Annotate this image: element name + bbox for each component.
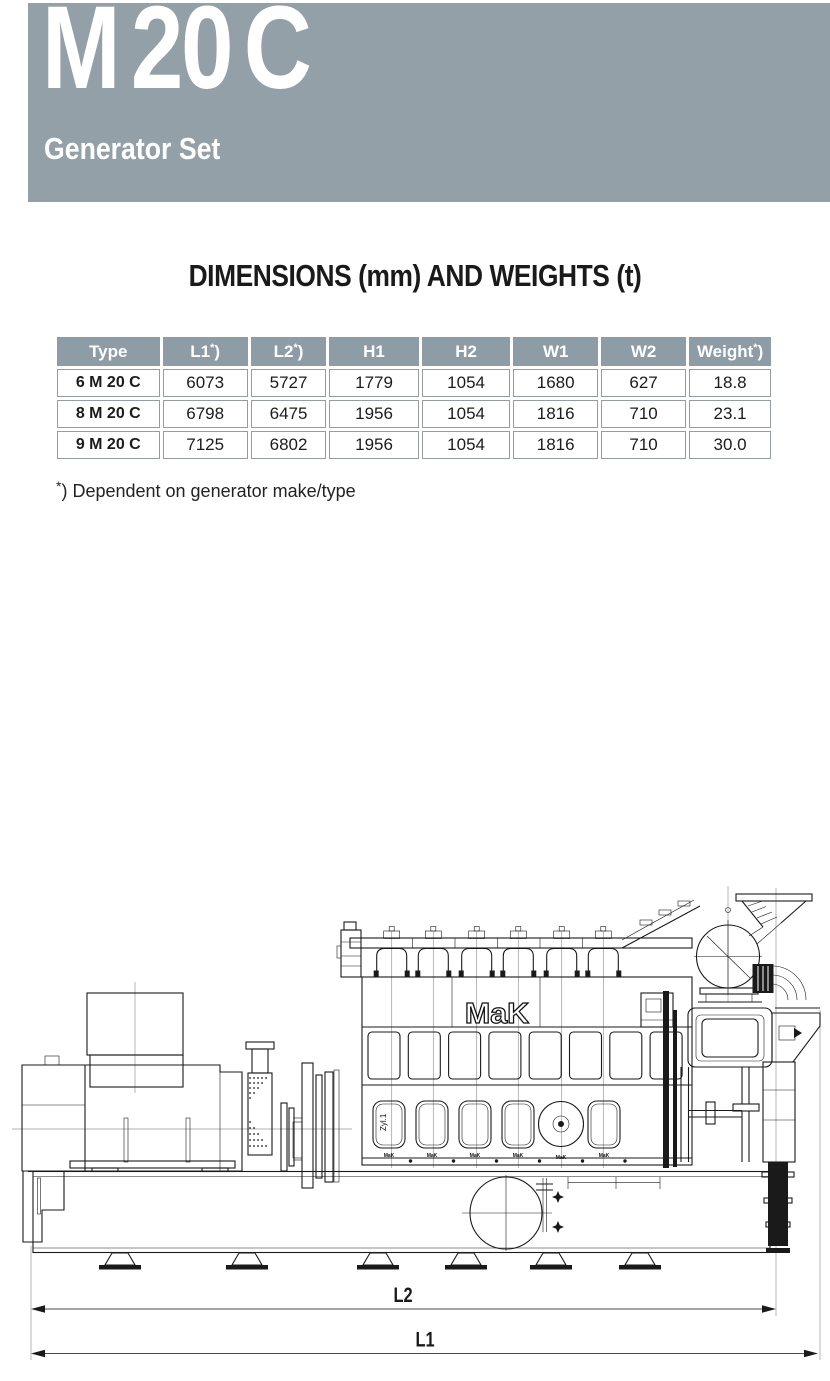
door-label: MaK xyxy=(383,1153,395,1159)
value-cell: 1816 xyxy=(513,431,598,459)
door-label: MaK xyxy=(512,1153,524,1159)
crankcase-panels xyxy=(368,1032,682,1079)
dim-l2-label: L2 xyxy=(393,1283,413,1307)
camshaft-tower xyxy=(341,930,361,977)
model-subtitle: Generator Set xyxy=(44,131,221,166)
tc-pedestal xyxy=(762,1062,795,1253)
column-header-h2: H2 xyxy=(422,337,511,366)
value-cell: 1779 xyxy=(329,369,418,397)
ventilation-grille xyxy=(246,1042,274,1155)
engine-type-cell: 6 M 20 C xyxy=(57,369,160,397)
value-cell: 6802 xyxy=(251,431,327,459)
mak-logo: MaK xyxy=(464,997,530,1030)
crankcase-doors xyxy=(373,1101,627,1163)
table-row xyxy=(57,400,771,428)
value-cell: 710 xyxy=(601,431,686,459)
value-cell: 7125 xyxy=(163,431,248,459)
table-footnote xyxy=(56,478,356,502)
column-header-type: Type xyxy=(57,337,160,366)
dimension-l1 xyxy=(31,1328,818,1358)
dimension-l2 xyxy=(31,1283,776,1313)
cylinder-1-label: Zyl.1 xyxy=(379,1113,388,1131)
value-cell: 30.0 xyxy=(689,431,771,459)
door-label: MaK xyxy=(555,1155,567,1161)
generator-bracket xyxy=(23,1171,64,1242)
generator-set-drawing xyxy=(0,860,830,1381)
value-cell: 23.1 xyxy=(689,400,771,428)
footnote-asterisk: * xyxy=(56,478,62,494)
column-header-w2: W2 xyxy=(601,337,686,366)
value-cell: 1956 xyxy=(329,431,418,459)
section-title: DIMENSIONS (mm) AND WEIGHTS (t) xyxy=(188,258,642,293)
value-cell: 1054 xyxy=(422,369,511,397)
base-frame xyxy=(28,1172,772,1253)
intake-funnel xyxy=(736,894,812,901)
generator xyxy=(22,993,242,1242)
engine-type-cell: 8 M 20 C xyxy=(57,400,160,428)
cylinder-covers xyxy=(374,927,622,978)
charge-air-piping xyxy=(681,1067,759,1162)
engine-type-cell: 9 M 20 C xyxy=(57,431,160,459)
dim-l1-label: L1 xyxy=(415,1327,435,1351)
value-cell: 710 xyxy=(601,400,686,428)
table-row xyxy=(57,369,771,397)
value-cell: 1054 xyxy=(422,400,511,428)
column-header-weight: Weight*) xyxy=(689,337,771,366)
value-cell: 6798 xyxy=(163,400,248,428)
engine xyxy=(337,922,692,1165)
door-label: MaK xyxy=(598,1153,610,1159)
value-cell: 5727 xyxy=(251,369,327,397)
value-cell: 627 xyxy=(601,369,686,397)
column-header-l2: L2*) xyxy=(251,337,327,366)
column-header-h1: H1 xyxy=(329,337,418,366)
value-cell: 1680 xyxy=(513,369,598,397)
column-header-w1: W1 xyxy=(513,337,598,366)
table-row xyxy=(57,431,771,459)
intercooler xyxy=(688,1008,772,1067)
mounting-feet xyxy=(99,1253,661,1270)
value-cell: 18.8 xyxy=(689,369,771,397)
dimensions-table xyxy=(54,334,774,462)
value-cell: 1956 xyxy=(329,400,418,428)
table-header xyxy=(57,337,771,366)
header-banner xyxy=(28,0,830,202)
column-header-l1: L1*) xyxy=(163,337,248,366)
value-cell: 6073 xyxy=(163,369,248,397)
value-cell: 1054 xyxy=(422,431,511,459)
footnote-text: ) Dependent on generator make/type xyxy=(61,481,356,501)
model-title: M 20 C xyxy=(42,0,310,114)
value-cell: 6475 xyxy=(251,400,327,428)
turbocharger xyxy=(622,894,820,1168)
value-cell: 1816 xyxy=(513,400,598,428)
coupling-flywheel xyxy=(281,1063,339,1188)
door-label: MaK xyxy=(426,1153,438,1159)
door-label: MaK xyxy=(469,1153,481,1159)
